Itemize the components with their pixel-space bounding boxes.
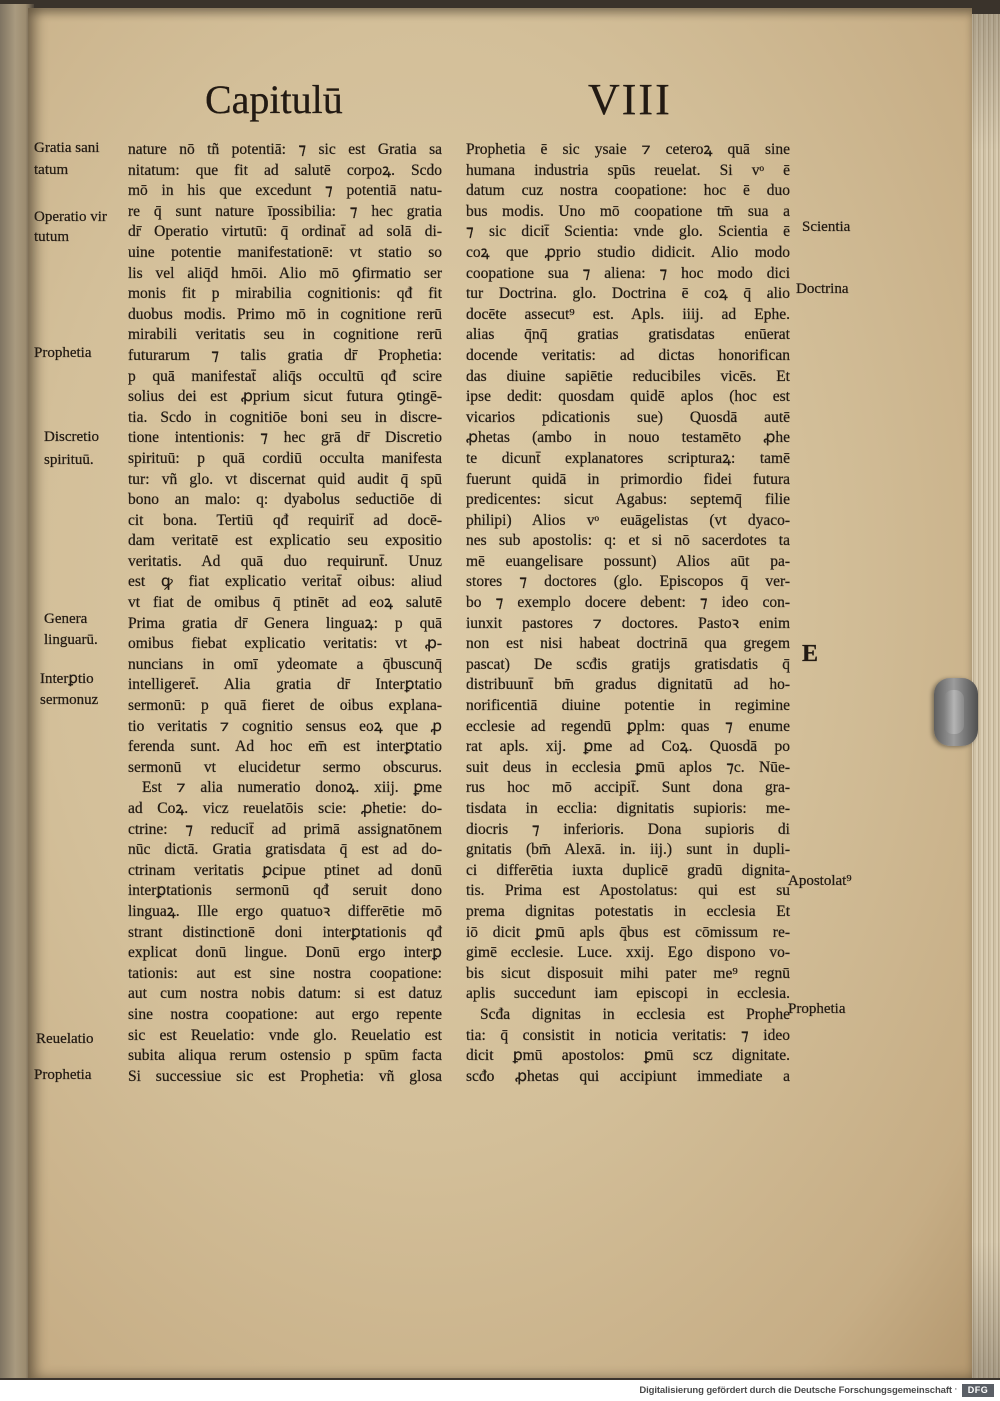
text-line: das diuine sapiētie reducibiles vicēs. Et [466, 367, 790, 385]
text-line: duobus modis. Primo mō in cognitione rerū [128, 305, 442, 323]
text-line: lis vel aliq̄d hmōi. Alio mō ꝯfirmatio ser [128, 264, 442, 282]
margin-note [40, 669, 98, 711]
text-line: solius dei est ꝓprium sicut futura ꝯtingē- [128, 388, 442, 406]
margin-note [802, 217, 850, 238]
margin-note-line: spirituū. [44, 452, 94, 468]
margin-note [34, 1065, 92, 1086]
text-line: ferenda sunt. Ad hoc em̄ est interꝑtatio [128, 738, 442, 756]
margin-note-line: tutum [34, 229, 70, 245]
text-line: dr̄ Operatio virtutū: q̄ ordinat̄ ad solā di- [128, 223, 442, 241]
text-line: te dicunt̄ explanatores scripturaꝝ: tamē [466, 449, 790, 467]
text-line: tis. Prima est Apostolatus: qui est su [466, 882, 790, 900]
text-line: coꝝ que ꝓprio studio didicit. Alio modo [466, 243, 790, 261]
text-line: Scđa dignitas in ecclesia est Prophe [480, 1005, 790, 1023]
text-line: mē euangelisare possunt) Alios aūt pa- [466, 552, 790, 570]
text-line: humana industria spūs reuelat. Si vᵒ ē [466, 161, 790, 179]
text-line: ctrinam veritatis ꝑcipue ptinet ad donū [128, 861, 442, 879]
text-line: ctrine: ⁊ reducit̄ ad primā assignatōnem [128, 820, 442, 838]
text-line: nūc dictā. Gratia gratisdata q̄ est ad do- [128, 841, 442, 859]
text-line: nitatum: que fit ad salutē corpoꝝ. Scdo [128, 161, 442, 179]
text-line: alias q̄nq̄ gratias gratisdatas enūerat [466, 326, 790, 344]
text-line: predicentes: sicut Agabus: septemq̄ filie [466, 491, 790, 509]
text-line: bis sicut disposuit mihi pater me⁹ regnū [466, 964, 790, 982]
text-line: futurarum ⁊ talis gratia dr̄ Prophetia: [128, 346, 442, 364]
margin-note-line: Discretio [44, 429, 99, 445]
text-line: tur Doctrina. glo. Doctrina ē coꝝ q̄ alio [466, 285, 790, 303]
text-line: iō dicit ꝑmū apls q̄bus est cōmissum re- [466, 923, 790, 941]
text-line: aplis succedunt iam episcopi in ecclesia. [466, 985, 790, 1003]
text-line: dam veritatē est explicatio seu expositio [128, 532, 442, 550]
text-line: intelligeret̄. Alia gratia dr̄ Interꝑtatio [128, 676, 442, 694]
margin-note-line: Genera [44, 611, 88, 627]
text-line: docende veritatis: ad dictas honorifican [466, 346, 790, 364]
text-line: ꝓhetas (ambo in nouo testamēto ꝓhe [466, 429, 790, 447]
text-line: p quā manifestat̄ aliq̄s occultū qđ scire [128, 367, 442, 385]
text-line: explicat donū lingue. Donū ergo interꝑ [128, 944, 442, 962]
text-line: rat apls. xij. ꝑme ad Coꝝ. Quosdā po [466, 738, 790, 756]
text-line: stores ⁊ doctores (glo. Episcopos q̄ ver- [466, 573, 790, 591]
margin-note-line: Scientia [802, 219, 851, 235]
text-line: re q̄ sunt nature īpossibilia: ⁊ hec gratia [128, 202, 442, 220]
margin-note-line: sermonuz [40, 692, 99, 708]
text-line: bono an malo: q: dyabolus seductiōe di [128, 491, 442, 509]
text-line: tationis: aut est sine nostra coopatione: [128, 964, 442, 982]
text-line: dicit ꝑmū apostolos: ꝑmū scz dignitate. [466, 1047, 790, 1065]
text-line: strant distinctionē doni interꝑtationis qđ [128, 923, 442, 941]
text-line: linguaꝝ. Ille ergo quatuoꝛ differētie mō [128, 902, 442, 920]
margin-note-line: Prophetia [788, 1001, 846, 1017]
margin-note [788, 871, 852, 892]
margin-note-line: Prophetia [34, 345, 92, 361]
margin-note-line: Operatio vir [34, 209, 107, 225]
text-line: gnitatis (bm̄ Alexā. in. iij.) sunt in dupli- [466, 841, 790, 859]
text-line: mirabili veritatis seu in cognitione rerū [128, 326, 442, 344]
text-line: scđo ꝓhetas qui accipiunt immediate a [466, 1067, 790, 1085]
text-line: sine nostra coopatione: aut ergo repente [128, 1005, 442, 1023]
text-line: Si successiue sic est Prophetia: vñ glosa [128, 1067, 442, 1085]
right-text-column [466, 140, 790, 1087]
running-head-chapter: Capitulū [205, 77, 343, 122]
text-line: fuerunt quidā in primordio fidei futura [466, 470, 790, 488]
footer-separator: · [954, 1383, 958, 1395]
text-line: nes sub apostolis: q: et si nō sacerdotes ta [466, 532, 790, 550]
margin-note [34, 207, 107, 247]
text-line: est ꝙ fiat explicatio veritat̄ oibus: aliud [128, 573, 442, 591]
margin-note-line: Gratia sani [34, 140, 100, 156]
margin-note [44, 426, 99, 472]
margin-note [34, 137, 99, 181]
text-line: tione intentionis: ⁊ hec grā dr̄ Discretio [128, 429, 442, 447]
text-line: docēte assecut⁹ est. Apls. iiij. ad Ephe. [466, 305, 790, 323]
text-line: interꝑtationis sermonū qđ seruit dono [128, 882, 442, 900]
margin-note-line: E [802, 641, 819, 667]
running-head-number: VIII [588, 75, 672, 124]
margin-note [36, 1029, 93, 1050]
text-line: sermonū: p quā fieret de oibus explana- [128, 697, 442, 715]
text-line: norificentiā diuine potentie in regimine [466, 697, 790, 715]
text-line: ecclesie ad regendū ꝑplm: quas ⁊ enume [466, 717, 790, 735]
text-line: iunxit pastores ⁊ doctores. Pastoꝛ enim [466, 614, 790, 632]
dfg-logo: DFG [962, 1384, 994, 1397]
text-line: tur: vñ glo. vt discernat quid audit q̄ spū [128, 470, 442, 488]
margin-note [796, 279, 848, 300]
text-line: veritatis. Ad quā duo requirunt̄. Unuz [128, 552, 442, 570]
text-line: Prophetia ē sic ysaie ⁊ ceteroꝝ quā sine [466, 141, 790, 158]
text-line: coopatione sua ⁊ aliena: ⁊ hoc modo dici [466, 264, 790, 282]
text-line: mō in his que excedunt ⁊ potentiā natu- [128, 182, 442, 200]
page-clip-inner [944, 690, 964, 734]
text-line: tia. Scdo in cognitiōe boni seu in discre- [128, 408, 442, 426]
text-line: ipse dedit: quosdam quidē aplos (hoc est [466, 388, 790, 406]
text-line: tio veritatis ⁊ cognitio sensus eoꝝ que ꝓ [128, 717, 442, 735]
text-line: prema dignitas potestatis in ecclesia Et [466, 902, 790, 920]
margin-note [34, 343, 92, 364]
margin-note-line: Interꝑtio [40, 671, 94, 687]
margin-note [44, 609, 98, 651]
margin-note-line: Prophetia [34, 1067, 92, 1083]
text-line: ⁊ sic dicit̄ Scientia: vnde glo. Scientia ē [466, 223, 790, 241]
text-line: distribuunt̄ bm̄ gradus dignitatū ad ho- [466, 676, 790, 694]
text-line: subita aliqua rerum ostensio p spūm facta [128, 1047, 442, 1065]
text-line: pascat) De scđis gratijs gratisdatis q̄ [466, 655, 790, 673]
page-clip [934, 678, 978, 746]
text-line: ad Coꝝ. vicz reuelatōis scie: ꝓhetie: do- [128, 800, 442, 817]
footer-credit: Digitalisierung gefördert durch die Deutsche Forschungsgemeinschaft [639, 1385, 952, 1396]
digitization-footer [0, 1380, 1000, 1401]
margin-note-line: Apostolat⁹ [788, 873, 852, 889]
text-line: nature nō tñ potentiā: ⁊ sic est Gratia sa [128, 141, 442, 158]
text-line: Est ⁊ alia numeratio donoꝝ. xiij. ꝑme [142, 779, 442, 797]
text-line: aut cum nostra nobis datum: si est datuz [128, 985, 442, 1003]
text-line: rus hoc mō accipit̄. Sunt dona gra- [466, 779, 790, 797]
text-line: datum cuz nostra coopatione: hoc ē duo [466, 182, 790, 200]
text-line: Prima gratia dr̄ Genera linguaꝝ: p quā [128, 614, 442, 632]
text-line: tisdata in ecclia: dignitatis supioris: me- [466, 800, 790, 817]
text-line: cit bona. Tertiū qđ requirit̄ ad docē- [128, 511, 442, 529]
text-line: spirituū: p quā cordiū occulta manifesta [128, 449, 442, 467]
text-line: vt fiat de omibus q̄ ptinēt ad eoꝝ salutē [128, 594, 442, 612]
text-line: philipi) Alios vᵒ euāgelistas (vt dyaco- [466, 511, 790, 529]
margin-note [788, 999, 846, 1020]
text-line: sermonū vt elucidetur sermo obscurus. [128, 758, 442, 776]
text-line: suit deus in ecclesia ꝑmū aplos ⁊c. Nūe- [466, 758, 790, 776]
margin-note-line: Reuelatio [36, 1031, 94, 1047]
text-line: non est nisi habeat doctrinā qua gregem [466, 635, 790, 653]
text-line: ci differētia iuxta duplicē gradū dignita- [466, 861, 790, 879]
text-line: uine potentie manifestationē: vt statio so [128, 243, 442, 261]
margin-note-line: tatum [34, 162, 69, 178]
text-line: vicarios pdicationis sue) Quosdā autē [466, 408, 790, 426]
text-line: bus modis. Uno mō coopatione tm̄ sua a [466, 202, 790, 220]
margin-note-line: Doctrina [796, 281, 849, 297]
margin-note-line: linguarū. [44, 632, 98, 648]
text-line: sic est Reuelatio: vnde glo. Reuelatio est [128, 1026, 442, 1044]
text-line: nuncians in omī ydeomate a q̄buscunq̄ [128, 655, 442, 673]
text-line: tia: q̄ consistit in noticia veritatis: ⁊ ideo [466, 1026, 790, 1044]
text-line: diocris ⁊ inferioris. Dona supioris di [466, 820, 790, 838]
text-line: omibus fiebat explicatio veritatis: vt ꝓ- [128, 635, 442, 653]
text-line: gimē ecclesie. Luce. xxij. Ego dispono vo- [466, 944, 790, 962]
left-text-column [128, 140, 442, 1087]
margin-mark [802, 642, 818, 666]
text-line: monis fit p mirabilia cognitionis: qđ fit [128, 285, 442, 303]
text-line: bo ⁊ exemplo docere debent: ⁊ ideo con- [466, 594, 790, 612]
